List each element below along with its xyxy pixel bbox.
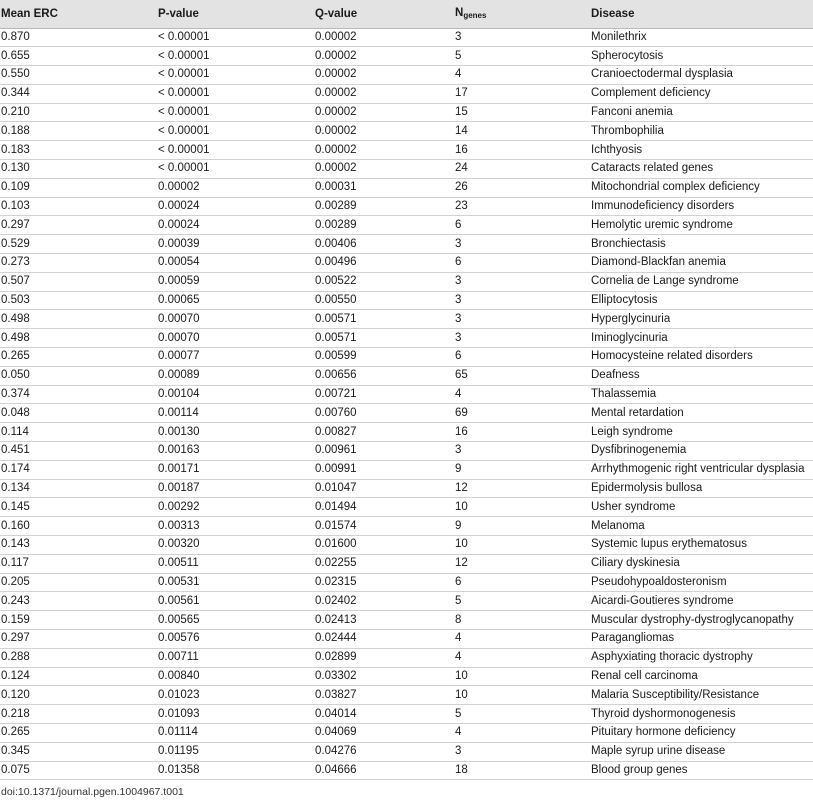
cell-mean-erc: 0.529 [0, 235, 157, 254]
cell-q-value: 0.01574 [314, 517, 454, 536]
cell-mean-erc: 0.130 [0, 160, 157, 179]
cell-n-genes: 18 [454, 761, 590, 780]
table-header [0, 0, 813, 28]
cell-q-value: 0.00656 [314, 366, 454, 385]
cell-n-genes: 6 [454, 348, 590, 367]
cell-n-genes: 8 [454, 611, 590, 630]
table-body [0, 28, 813, 780]
cell-q-value: 0.01494 [314, 498, 454, 517]
cell-n-genes: 4 [454, 723, 590, 742]
cell-n-genes: 5 [454, 47, 590, 66]
cell-mean-erc: 0.265 [0, 348, 157, 367]
table-row [0, 442, 813, 461]
cell-disease: Epidermolysis bullosa [590, 479, 813, 498]
cell-disease: Hyperglycinuria [590, 310, 813, 329]
table-row [0, 536, 813, 555]
cell-p-value: 0.00070 [157, 310, 314, 329]
cell-p-value: 0.00024 [157, 197, 314, 216]
cell-n-genes: 24 [454, 160, 590, 179]
cell-p-value: 0.00024 [157, 216, 314, 235]
cell-mean-erc: 0.297 [0, 216, 157, 235]
cell-mean-erc: 0.117 [0, 554, 157, 573]
table-row [0, 254, 813, 273]
cell-mean-erc: 0.344 [0, 84, 157, 103]
table-row [0, 404, 813, 423]
cell-mean-erc: 0.507 [0, 272, 157, 291]
cell-p-value: 0.00104 [157, 385, 314, 404]
cell-p-value: 0.00039 [157, 235, 314, 254]
cell-disease: Renal cell carcinoma [590, 667, 813, 686]
cell-disease: Thyroid dyshormonogenesis [590, 705, 813, 724]
table-row [0, 761, 813, 780]
header-disease: Disease [590, 0, 813, 28]
cell-p-value: 0.00711 [157, 648, 314, 667]
table-row [0, 554, 813, 573]
cell-disease: Pseudohypoaldosteronism [590, 573, 813, 592]
cell-disease: Spherocytosis [590, 47, 813, 66]
cell-q-value: 0.00827 [314, 423, 454, 442]
table-row [0, 686, 813, 705]
cell-mean-erc: 0.550 [0, 66, 157, 85]
cell-mean-erc: 0.218 [0, 705, 157, 724]
cell-p-value: 0.00561 [157, 592, 314, 611]
table-row [0, 423, 813, 442]
cell-p-value: < 0.00001 [157, 66, 314, 85]
cell-n-genes: 17 [454, 84, 590, 103]
cell-p-value: < 0.00001 [157, 47, 314, 66]
cell-disease: Bronchiectasis [590, 235, 813, 254]
header-mean-erc: Mean ERC [0, 0, 157, 28]
cell-disease: Complement deficiency [590, 84, 813, 103]
cell-disease: Diamond-Blackfan anemia [590, 254, 813, 273]
cell-n-genes: 9 [454, 460, 590, 479]
cell-p-value: 0.00511 [157, 554, 314, 573]
cell-mean-erc: 0.498 [0, 329, 157, 348]
cell-n-genes: 69 [454, 404, 590, 423]
cell-disease: Thrombophilia [590, 122, 813, 141]
cell-p-value: 0.00313 [157, 517, 314, 536]
cell-n-genes: 3 [454, 742, 590, 761]
table-row [0, 705, 813, 724]
cell-q-value: 0.00002 [314, 122, 454, 141]
doi-caption: doi:10.1371/journal.pgen.1004967.t001 [1, 786, 184, 798]
cell-mean-erc: 0.273 [0, 254, 157, 273]
cell-disease: Fanconi anemia [590, 103, 813, 122]
cell-mean-erc: 0.503 [0, 291, 157, 310]
cell-p-value: < 0.00001 [157, 122, 314, 141]
cell-p-value: 0.01195 [157, 742, 314, 761]
cell-disease: Monilethrix [590, 28, 813, 47]
cell-q-value: 0.00002 [314, 47, 454, 66]
cell-p-value: 0.00065 [157, 291, 314, 310]
cell-mean-erc: 0.243 [0, 592, 157, 611]
table-row [0, 47, 813, 66]
table-row [0, 310, 813, 329]
cell-q-value: 0.04666 [314, 761, 454, 780]
cell-p-value: 0.00320 [157, 536, 314, 555]
cell-q-value: 0.00760 [314, 404, 454, 423]
cell-disease: Arrhythmogenic right ventricular dysplasia [590, 460, 813, 479]
cell-q-value: 0.04069 [314, 723, 454, 742]
cell-p-value: 0.00130 [157, 423, 314, 442]
cell-q-value: 0.03827 [314, 686, 454, 705]
cell-mean-erc: 0.103 [0, 197, 157, 216]
cell-p-value: 0.00292 [157, 498, 314, 517]
header-p-value: P-value [157, 0, 314, 28]
cell-n-genes: 4 [454, 66, 590, 85]
table-row [0, 329, 813, 348]
cell-disease: Melanoma [590, 517, 813, 536]
cell-p-value: 0.00054 [157, 254, 314, 273]
cell-n-genes: 16 [454, 423, 590, 442]
header-row [0, 0, 813, 28]
cell-q-value: 0.01047 [314, 479, 454, 498]
table-row [0, 517, 813, 536]
cell-disease: Maple syrup urine disease [590, 742, 813, 761]
table-row [0, 742, 813, 761]
table-row [0, 84, 813, 103]
cell-disease: Blood group genes [590, 761, 813, 780]
cell-n-genes: 3 [454, 442, 590, 461]
cell-q-value: 0.03302 [314, 667, 454, 686]
cell-mean-erc: 0.134 [0, 479, 157, 498]
cell-mean-erc: 0.205 [0, 573, 157, 592]
cell-n-genes: 3 [454, 329, 590, 348]
cell-n-genes: 5 [454, 592, 590, 611]
cell-n-genes: 15 [454, 103, 590, 122]
table-row [0, 197, 813, 216]
cell-p-value: < 0.00001 [157, 160, 314, 179]
cell-q-value: 0.00406 [314, 235, 454, 254]
cell-mean-erc: 0.288 [0, 648, 157, 667]
table-row [0, 385, 813, 404]
cell-mean-erc: 0.109 [0, 178, 157, 197]
cell-n-genes: 9 [454, 517, 590, 536]
cell-mean-erc: 0.210 [0, 103, 157, 122]
cell-p-value: < 0.00001 [157, 28, 314, 47]
cell-q-value: 0.00031 [314, 178, 454, 197]
cell-p-value: 0.00077 [157, 348, 314, 367]
cell-disease: Deafness [590, 366, 813, 385]
cell-q-value: 0.00571 [314, 310, 454, 329]
cell-p-value: 0.00187 [157, 479, 314, 498]
table-row [0, 573, 813, 592]
cell-disease: Mitochondrial complex deficiency [590, 178, 813, 197]
cell-q-value: 0.00571 [314, 329, 454, 348]
cell-n-genes: 23 [454, 197, 590, 216]
cell-p-value: 0.00576 [157, 630, 314, 649]
cell-q-value: 0.00550 [314, 291, 454, 310]
table-row [0, 460, 813, 479]
cell-mean-erc: 0.114 [0, 423, 157, 442]
cell-p-value: 0.00059 [157, 272, 314, 291]
cell-disease: Pituitary hormone deficiency [590, 723, 813, 742]
cell-mean-erc: 0.297 [0, 630, 157, 649]
table-row [0, 648, 813, 667]
cell-n-genes: 10 [454, 686, 590, 705]
cell-q-value: 0.00991 [314, 460, 454, 479]
cell-p-value: < 0.00001 [157, 103, 314, 122]
cell-disease: Cornelia de Lange syndrome [590, 272, 813, 291]
cell-q-value: 0.00002 [314, 160, 454, 179]
cell-p-value: < 0.00001 [157, 84, 314, 103]
header-n-prefix: N [455, 7, 464, 20]
cell-n-genes: 65 [454, 366, 590, 385]
cell-n-genes: 4 [454, 648, 590, 667]
cell-n-genes: 3 [454, 291, 590, 310]
cell-q-value: 0.00496 [314, 254, 454, 273]
cell-disease: Thalassemia [590, 385, 813, 404]
cell-mean-erc: 0.345 [0, 742, 157, 761]
cell-p-value: 0.00002 [157, 178, 314, 197]
cell-mean-erc: 0.183 [0, 141, 157, 160]
cell-mean-erc: 0.075 [0, 761, 157, 780]
cell-q-value: 0.00002 [314, 84, 454, 103]
cell-q-value: 0.00522 [314, 272, 454, 291]
cell-p-value: 0.00089 [157, 366, 314, 385]
cell-q-value: 0.04014 [314, 705, 454, 724]
table-row [0, 611, 813, 630]
cell-p-value: 0.01023 [157, 686, 314, 705]
cell-n-genes: 5 [454, 705, 590, 724]
cell-q-value: 0.00599 [314, 348, 454, 367]
cell-n-genes: 3 [454, 310, 590, 329]
cell-disease: Paragangliomas [590, 630, 813, 649]
cell-q-value: 0.00721 [314, 385, 454, 404]
table-row [0, 122, 813, 141]
cell-disease: Cranioectodermal dysplasia [590, 66, 813, 85]
header-n-genes [454, 0, 590, 28]
cell-p-value: 0.00565 [157, 611, 314, 630]
cell-n-genes: 6 [454, 573, 590, 592]
cell-p-value: 0.00163 [157, 442, 314, 461]
cell-disease: Malaria Susceptibility/Resistance [590, 686, 813, 705]
table-row [0, 160, 813, 179]
cell-p-value: 0.00531 [157, 573, 314, 592]
cell-q-value: 0.01600 [314, 536, 454, 555]
cell-disease: Aicardi-Goutieres syndrome [590, 592, 813, 611]
cell-p-value: 0.00840 [157, 667, 314, 686]
table-row [0, 28, 813, 47]
table-row [0, 141, 813, 160]
cell-mean-erc: 0.870 [0, 28, 157, 47]
cell-q-value: 0.02255 [314, 554, 454, 573]
cell-n-genes: 3 [454, 235, 590, 254]
cell-p-value: 0.01358 [157, 761, 314, 780]
cell-mean-erc: 0.655 [0, 47, 157, 66]
header-n-sub: genes [463, 11, 487, 21]
table-row [0, 291, 813, 310]
cell-disease: Homocysteine related disorders [590, 348, 813, 367]
cell-mean-erc: 0.120 [0, 686, 157, 705]
table-row [0, 103, 813, 122]
table-row [0, 667, 813, 686]
cell-p-value: 0.00171 [157, 460, 314, 479]
cell-q-value: 0.02402 [314, 592, 454, 611]
cell-q-value: 0.00289 [314, 197, 454, 216]
table-row [0, 178, 813, 197]
cell-q-value: 0.00002 [314, 141, 454, 160]
cell-n-genes: 10 [454, 667, 590, 686]
table-row [0, 348, 813, 367]
cell-q-value: 0.00002 [314, 103, 454, 122]
cell-n-genes: 16 [454, 141, 590, 160]
cell-disease: Hemolytic uremic syndrome [590, 216, 813, 235]
table-row [0, 235, 813, 254]
cell-mean-erc: 0.145 [0, 498, 157, 517]
cell-q-value: 0.00289 [314, 216, 454, 235]
cell-n-genes: 3 [454, 272, 590, 291]
cell-disease: Dysfibrinogenemia [590, 442, 813, 461]
cell-mean-erc: 0.374 [0, 385, 157, 404]
cell-disease: Mental retardation [590, 404, 813, 423]
cell-n-genes: 4 [454, 385, 590, 404]
cell-mean-erc: 0.143 [0, 536, 157, 555]
cell-disease: Muscular dystrophy-dystroglycanopathy [590, 611, 813, 630]
cell-disease: Usher syndrome [590, 498, 813, 517]
cell-q-value: 0.02899 [314, 648, 454, 667]
cell-n-genes: 10 [454, 498, 590, 517]
cell-q-value: 0.02413 [314, 611, 454, 630]
cell-n-genes: 6 [454, 216, 590, 235]
cell-mean-erc: 0.265 [0, 723, 157, 742]
table-row [0, 630, 813, 649]
cell-mean-erc: 0.160 [0, 517, 157, 536]
cell-disease: Ciliary dyskinesia [590, 554, 813, 573]
cell-mean-erc: 0.188 [0, 122, 157, 141]
cell-p-value: 0.00070 [157, 329, 314, 348]
cell-q-value: 0.00002 [314, 28, 454, 47]
cell-n-genes: 10 [454, 536, 590, 555]
cell-disease: Systemic lupus erythematosus [590, 536, 813, 555]
cell-mean-erc: 0.159 [0, 611, 157, 630]
cell-p-value: 0.01114 [157, 723, 314, 742]
table-row [0, 498, 813, 517]
cell-q-value: 0.02444 [314, 630, 454, 649]
cell-disease: Leigh syndrome [590, 423, 813, 442]
cell-mean-erc: 0.048 [0, 404, 157, 423]
cell-mean-erc: 0.050 [0, 366, 157, 385]
cell-disease: Elliptocytosis [590, 291, 813, 310]
table-row [0, 592, 813, 611]
table-row [0, 479, 813, 498]
cell-n-genes: 14 [454, 122, 590, 141]
cell-mean-erc: 0.451 [0, 442, 157, 461]
cell-p-value: 0.00114 [157, 404, 314, 423]
cell-mean-erc: 0.124 [0, 667, 157, 686]
table-row [0, 272, 813, 291]
cell-n-genes: 12 [454, 479, 590, 498]
cell-disease: Immunodeficiency disorders [590, 197, 813, 216]
cell-n-genes: 12 [454, 554, 590, 573]
cell-disease: Cataracts related genes [590, 160, 813, 179]
cell-n-genes: 6 [454, 254, 590, 273]
cell-disease: Ichthyosis [590, 141, 813, 160]
cell-disease: Asphyxiating thoracic dystrophy [590, 648, 813, 667]
cell-p-value: 0.01093 [157, 705, 314, 724]
cell-p-value: < 0.00001 [157, 141, 314, 160]
cell-n-genes: 26 [454, 178, 590, 197]
table-row [0, 216, 813, 235]
cell-n-genes: 3 [454, 28, 590, 47]
table-row [0, 723, 813, 742]
cell-q-value: 0.00002 [314, 66, 454, 85]
cell-q-value: 0.00961 [314, 442, 454, 461]
cell-mean-erc: 0.174 [0, 460, 157, 479]
table-row [0, 66, 813, 85]
table-row [0, 366, 813, 385]
header-q-value: Q-value [314, 0, 454, 28]
cell-mean-erc: 0.498 [0, 310, 157, 329]
cell-disease: Iminoglycinuria [590, 329, 813, 348]
cell-n-genes: 4 [454, 630, 590, 649]
cell-q-value: 0.02315 [314, 573, 454, 592]
cell-q-value: 0.04276 [314, 742, 454, 761]
